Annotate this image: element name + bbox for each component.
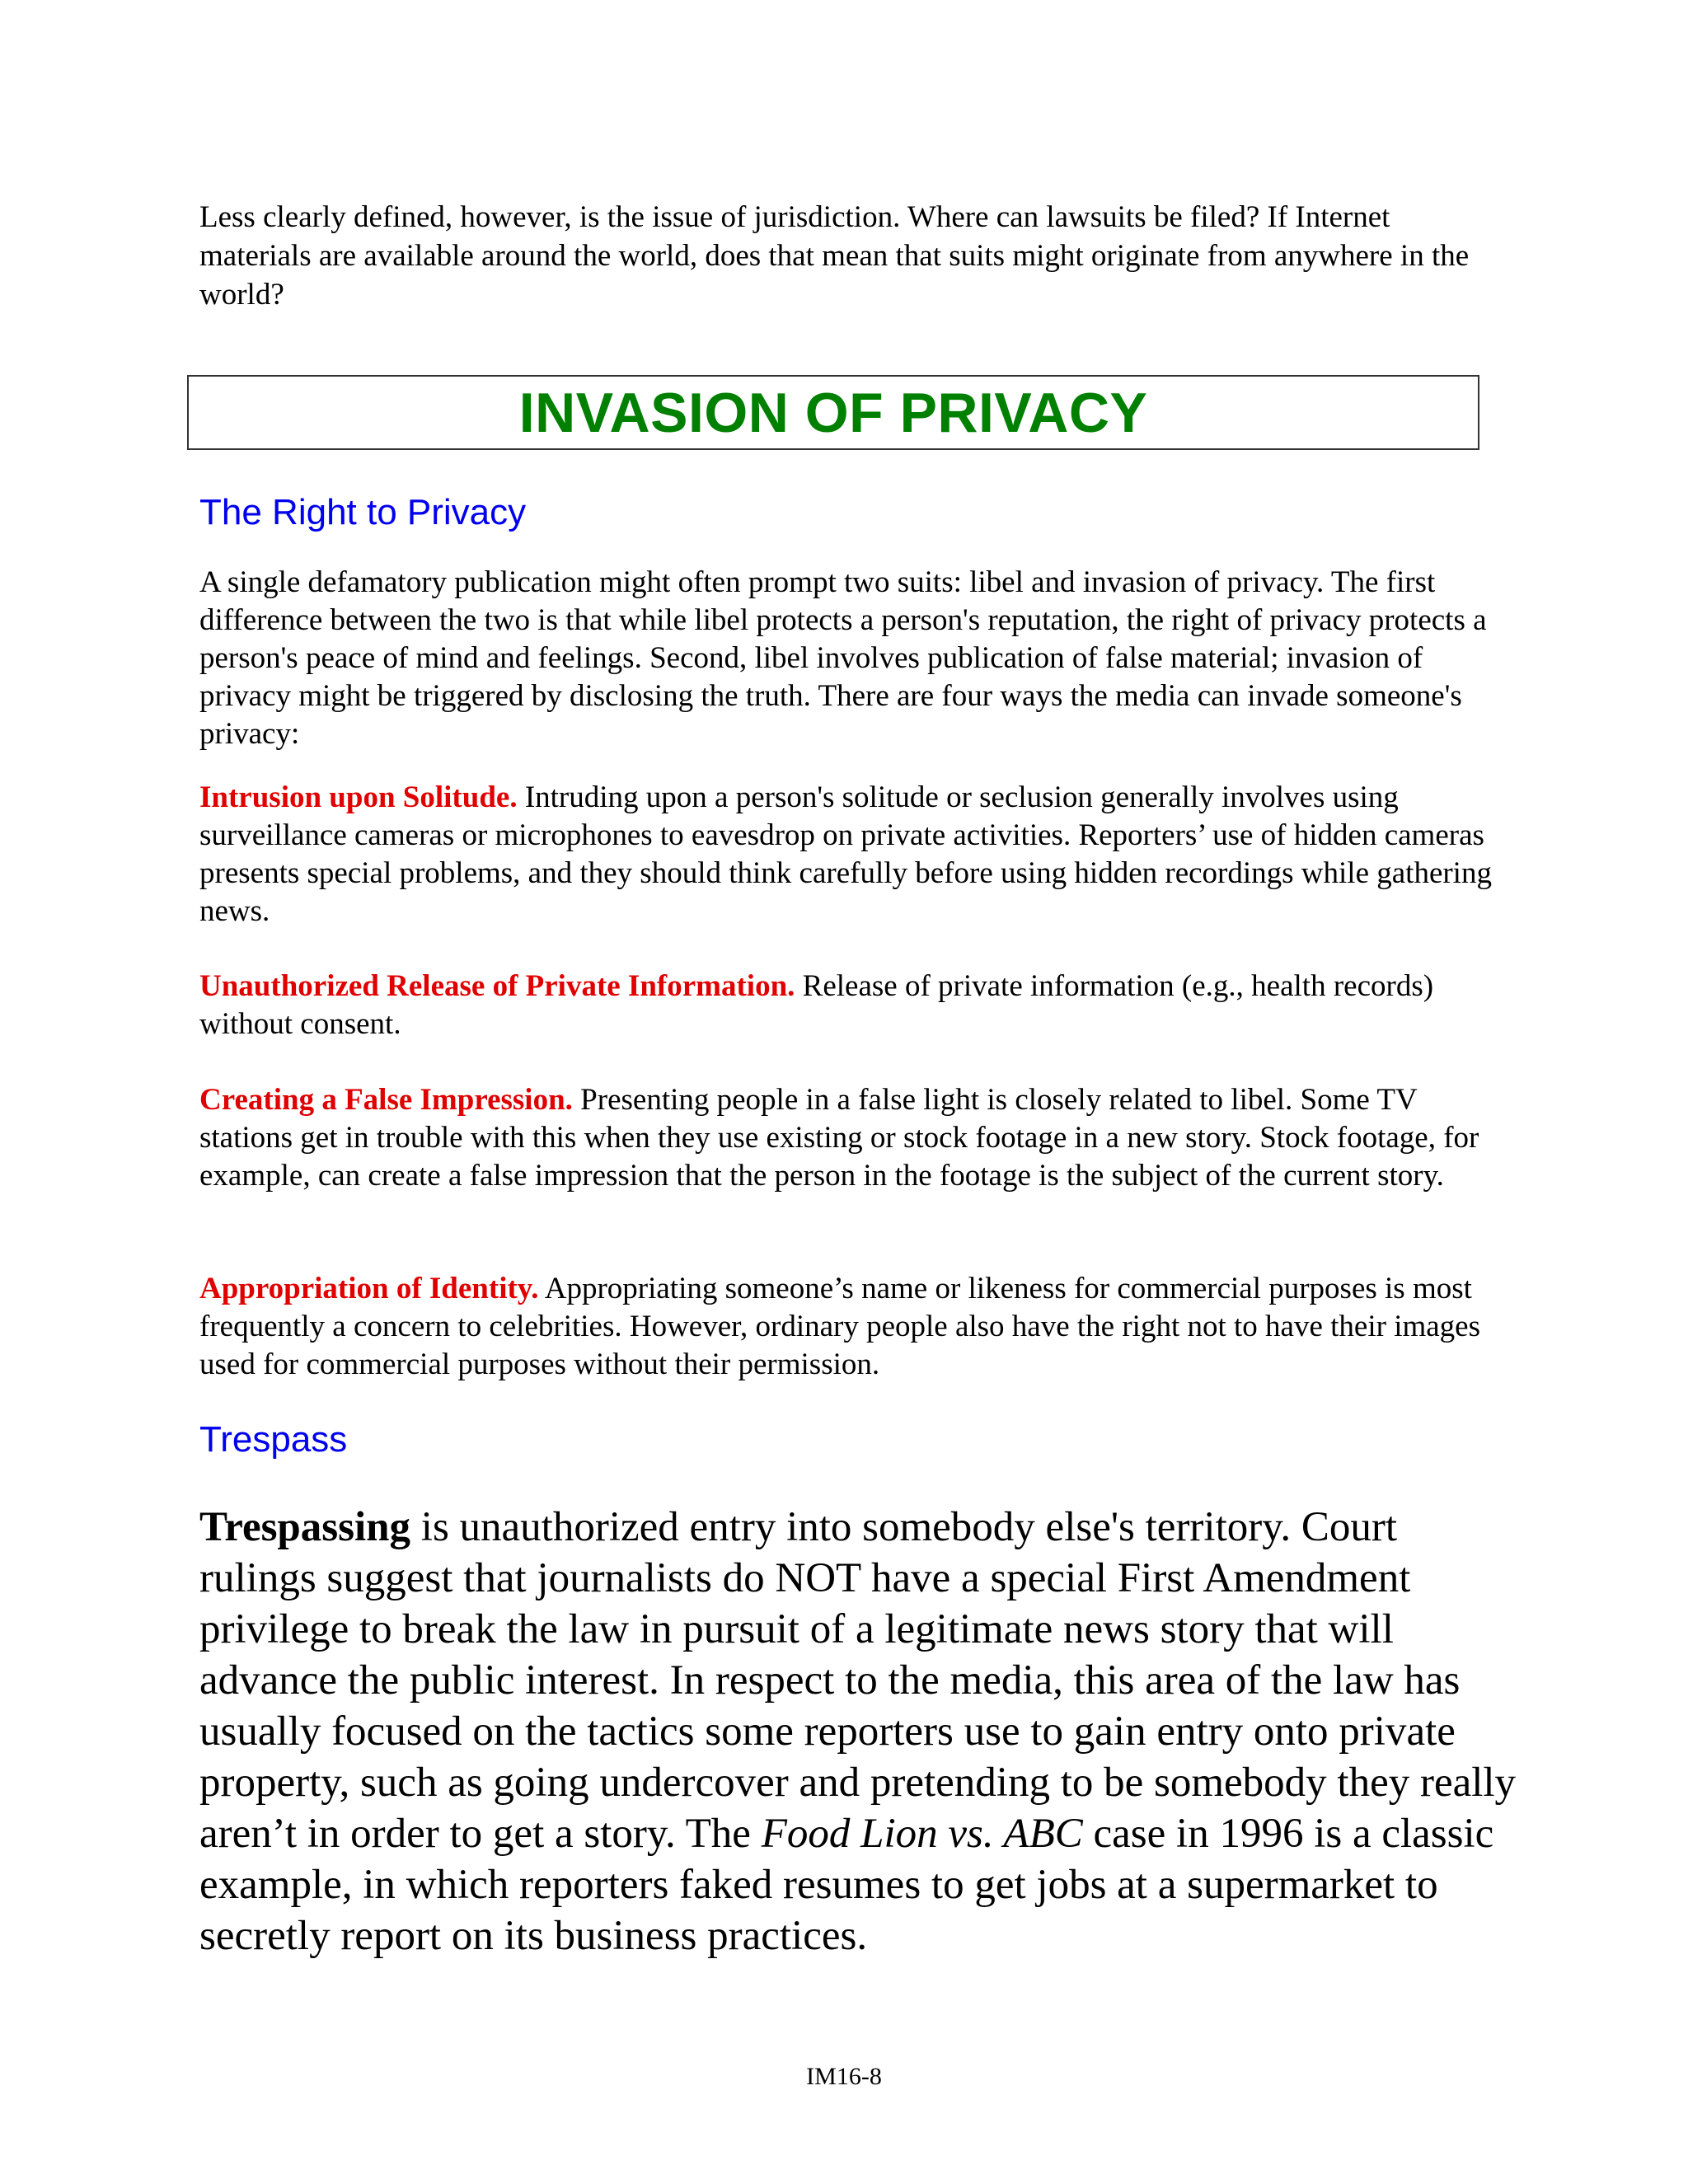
privacy-way-intrusion	[199, 779, 1502, 930]
text-appropriation: Appropriating someone’s name or likeness for commercial purposes is most frequently a concern to celebrities. However, ordinary people also have the right not to have their images used for commercial purposes without their permission.	[199, 1272, 1480, 1381]
heading-trespass: Trespass	[199, 1419, 348, 1460]
trespass-text-1: is unauthorized entry into somebody else's territory. Court rulings suggest that journalists do NOT have a special First Amendment privilege to break the law in pursuit of a legitimate news story that will advance the public interest. In respect to the media, this area of the law has usually focused on the tactics some reporters use to gain entry onto private property, such as going undercover and pretending to be somebody they really aren’t in order to get a story. The	[199, 1504, 1517, 1857]
section-title-box	[187, 375, 1479, 450]
case-name: Food Lion vs. ABC	[761, 1811, 1083, 1857]
section-title: INVASION OF PRIVACY	[518, 381, 1148, 444]
privacy-way-release	[199, 968, 1502, 1043]
intro-paragraph: Less clearly defined, however, is the issue of jurisdiction. Where can lawsuits be filed? If Internet materials are available around the world, does that mean that suits might originate from anywhere in the world?	[199, 200, 1470, 312]
text-intrusion: Intruding upon a person's solitude or seclusion generally involves using surveillance cameras or microphones to eavesdrop on private activities. Reporters’ use of hidden cameras presents special problems, and they should think carefully before using hidden recordings while gathering news.	[199, 780, 1492, 928]
privacy-way-false-impression	[199, 1081, 1502, 1195]
term-release: Unauthorized Release of Private Information.	[199, 969, 795, 1003]
trespass-text-2: case in 1996 is a classic example, in which reporters faked resumes to get jobs at a supermarket to secretly report on its business practices.	[199, 1811, 1494, 1959]
heading-right-to-privacy: The Right to Privacy	[199, 492, 527, 532]
term-intrusion: Intrusion upon Solitude.	[199, 780, 518, 814]
text-release: Release of private information (e.g., health records) without consent.	[199, 969, 1434, 1041]
page-number: IM16-8	[806, 2063, 882, 2090]
text-false-impression: Presenting people in a false light is closely related to libel. Some TV stations get in trouble with this when they use existing or stock footage in a new story. Stock footage, for example, can create a false impression that the person in the footage is the subject of the current story.	[199, 1083, 1479, 1193]
right-to-privacy-body: A single defamatory publication might often prompt two suits: libel and invasion of privacy. The first difference between the two is that while libel protects a person's reputation, the right of privacy protects a person's peace of mind and feelings. Second, libel involves publication of false material; invasion of privacy might be triggered by disclosing the truth. There are four ways the media can invade someone's privacy:	[199, 565, 1487, 751]
trespass-paragraph	[199, 1502, 1518, 1961]
privacy-way-appropriation	[199, 1270, 1502, 1384]
term-trespassing: Trespassing	[199, 1504, 411, 1550]
term-false-impression: Creating a False Impression.	[199, 1083, 573, 1117]
term-appropriation: Appropriation of Identity.	[199, 1272, 539, 1305]
